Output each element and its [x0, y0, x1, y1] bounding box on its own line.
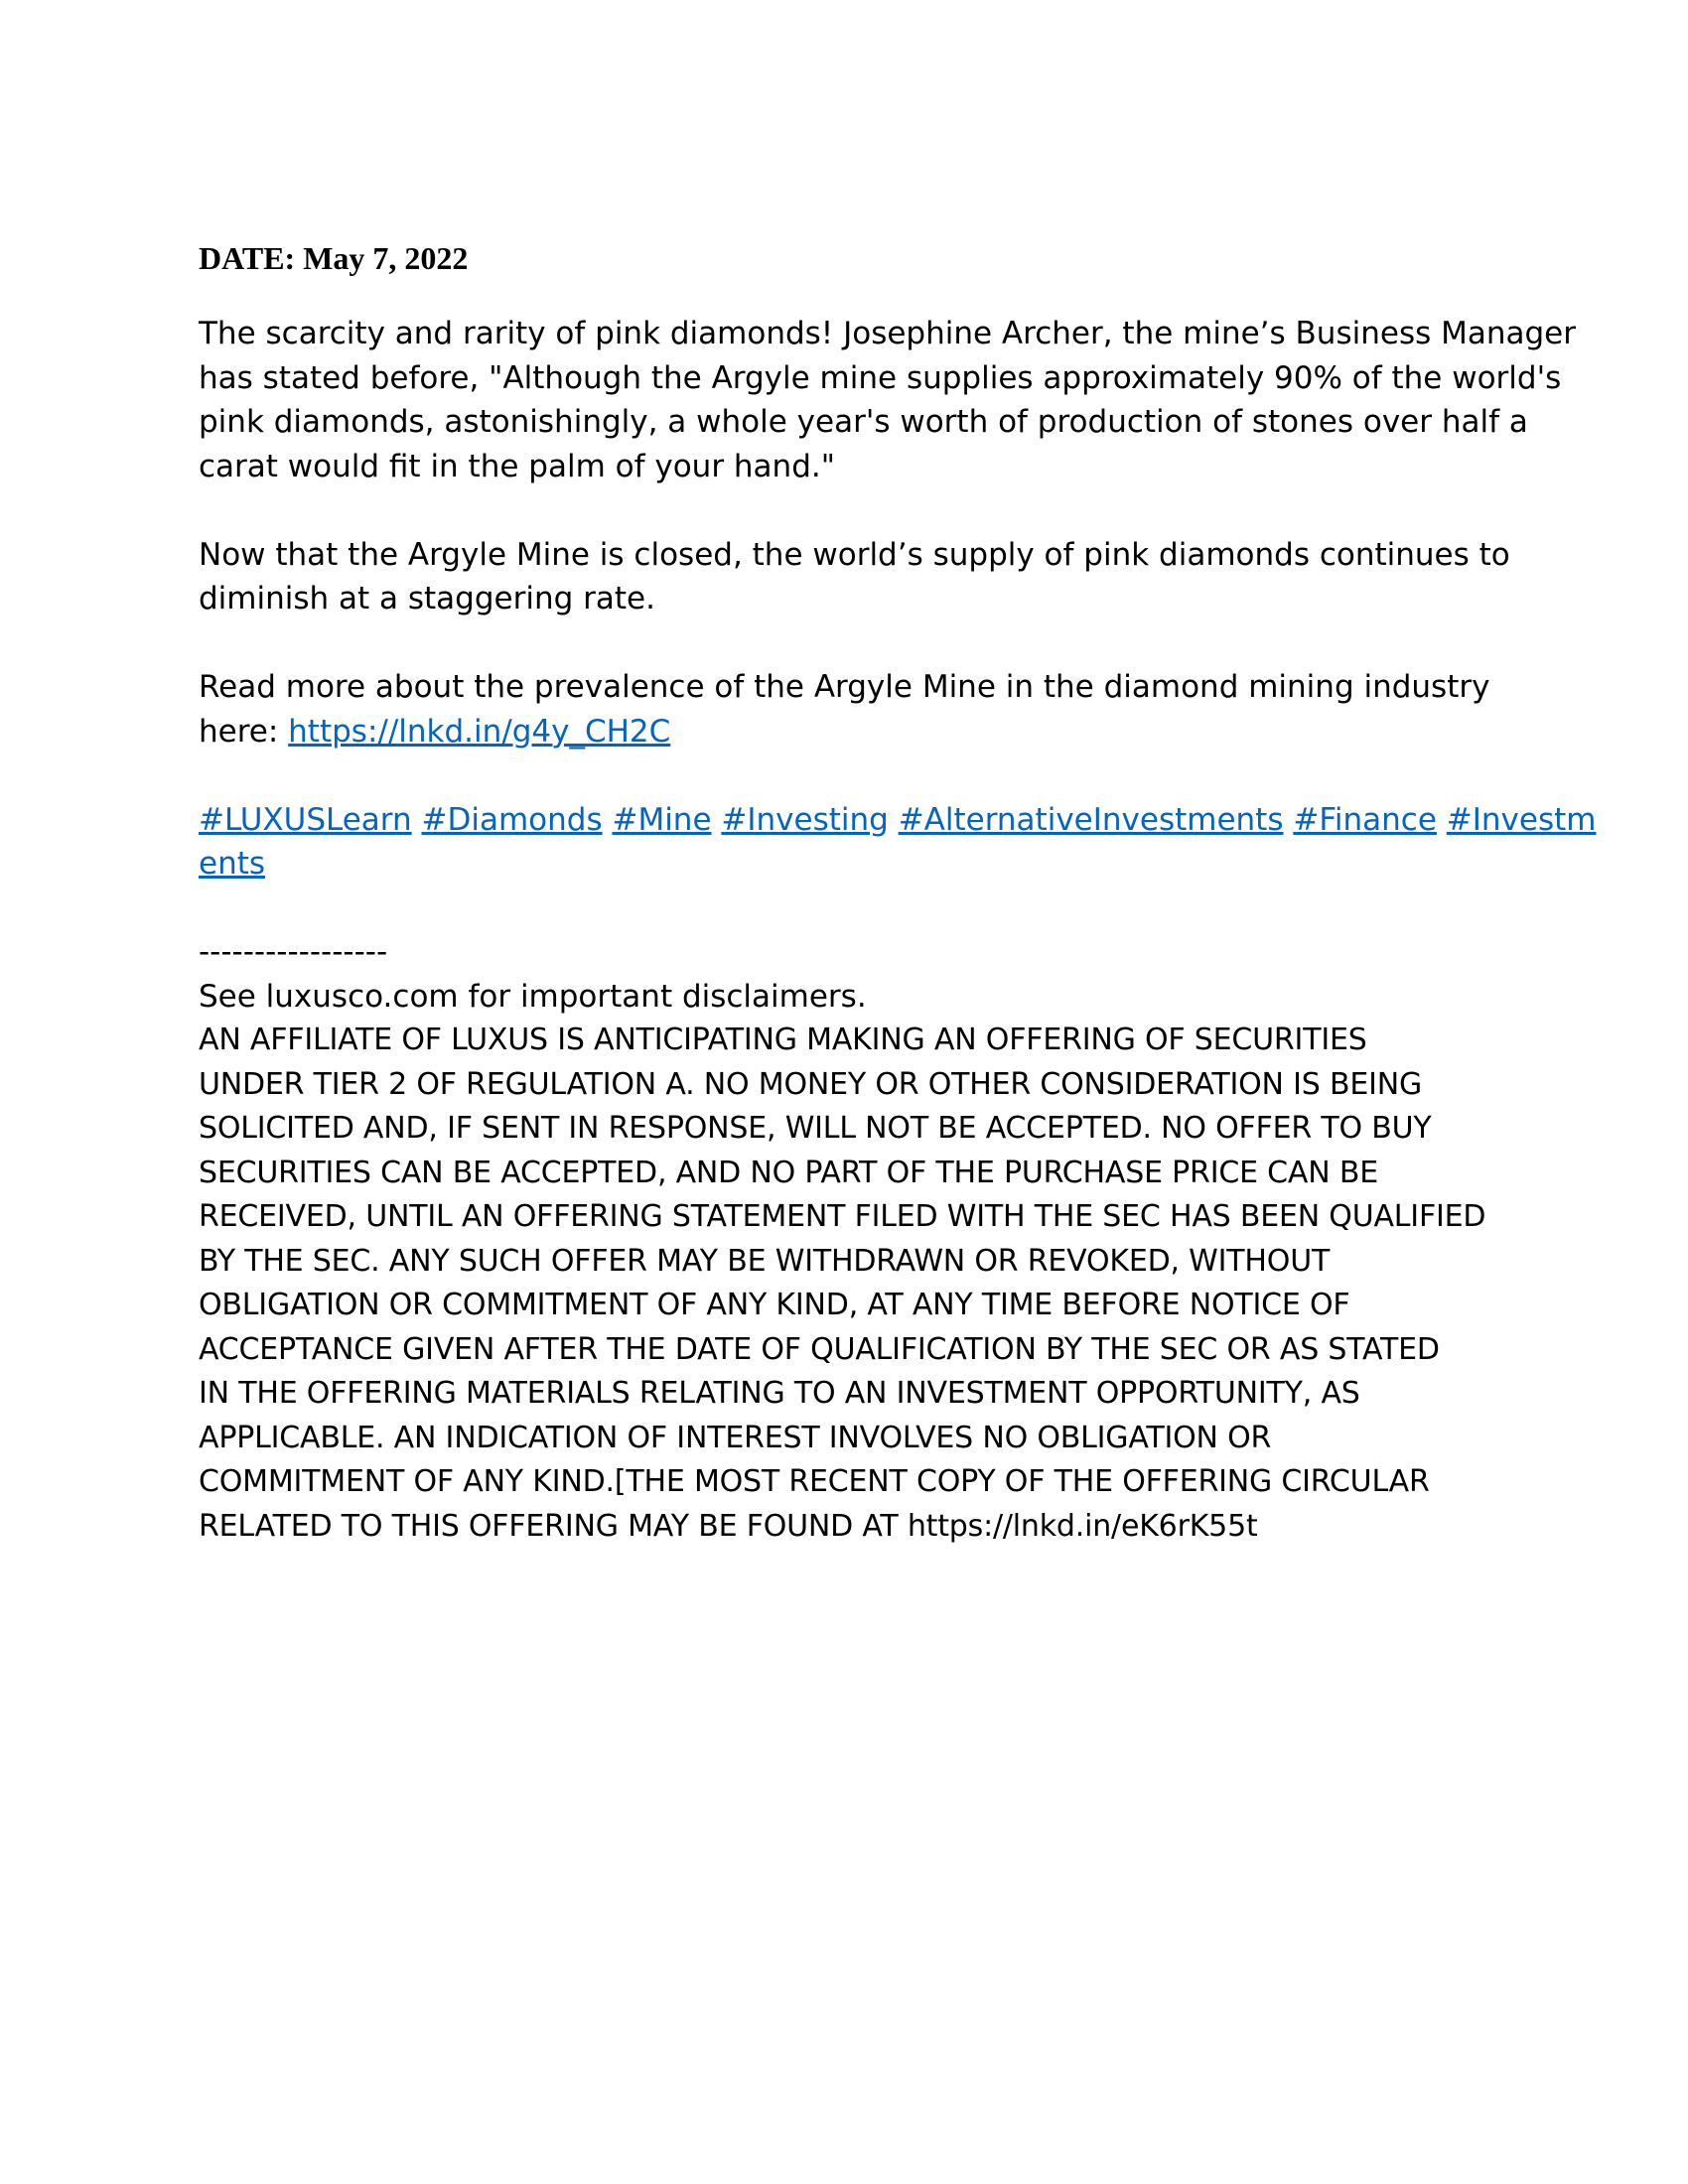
disclaimer-line: BY THE SEC. ANY SUCH OFFER MAY BE WITHDRAWN OR REVOKED, WITHOUT: [199, 1243, 1331, 1279]
hashtag-line: [199, 798, 1597, 843]
hashtag-line: [199, 842, 1509, 887]
here-prefix: here:: [199, 713, 289, 750]
document-page: [199, 238, 1597, 1549]
paragraph-line: has stated before, "Although the Argyle mine supplies approximately 90% of the world's: [199, 359, 1562, 396]
disclaimer-line: ACCEPTANCE GIVEN AFTER THE DATE OF QUALIFICATION BY THE SEC OR AS STATED: [199, 1331, 1440, 1367]
paragraph-mine-closed: [199, 533, 1509, 621]
disclaimer-line: SOLICITED AND, IF SENT IN RESPONSE, WILL NOT BE ACCEPTED. NO OFFER TO BUY: [199, 1111, 1432, 1146]
hashtag-luxuslearn[interactable]: #LUXUSLearn: [199, 801, 412, 838]
hashtag-alternativeinvestments[interactable]: #AlternativeInvestments: [898, 801, 1284, 838]
disclaimer-line: UNDER TIER 2 OF REGULATION A. NO MONEY OR OTHER CONSIDERATION IS BEING: [199, 1066, 1423, 1102]
hashtag-investments-continued[interactable]: ents: [199, 846, 266, 882]
paragraph-line: The scarcity and rarity of pink diamonds! Josephine Archer, the mine’s Business Manager: [199, 316, 1576, 351]
disclaimer-line: AN AFFILIATE OF LUXUS IS ANTICIPATING MAKING AN OFFERING OF SECURITIES: [199, 1023, 1367, 1057]
argyle-article-link[interactable]: https://lnkd.in/g4y_CH2C: [288, 713, 671, 750]
disclaimer-line: SECURITIES CAN BE ACCEPTED, AND NO PART OF THE PURCHASE PRICE CAN BE: [199, 1155, 1378, 1190]
disclaimer-line: RELATED TO THIS OFFERING MAY BE FOUND AT https://lnkd.in/eK6rK55t: [199, 1508, 1258, 1544]
paragraph-line: carat would fit in the palm of your hand.": [199, 448, 835, 484]
paragraph-line: [199, 710, 1509, 754]
disclaimer-line: COMMITMENT OF ANY KIND.[THE MOST RECENT COPY OF THE OFFERING CIRCULAR: [199, 1464, 1430, 1499]
paragraph-line: Now that the Argyle Mine is closed, the world’s supply of pink diamonds continues to: [199, 536, 1510, 573]
paragraph-read-more: [199, 665, 1509, 753]
hashtag-diamonds[interactable]: #Diamonds: [421, 801, 603, 838]
disclaimer-line: OBLIGATION OR COMMITMENT OF ANY KIND, AT ANY TIME BEFORE NOTICE OF: [199, 1288, 1350, 1322]
paragraph-line: Read more about the prevalence of the Argyle Mine in the diamond mining industry: [199, 669, 1490, 705]
disclaimer-line: RECEIVED, UNTIL AN OFFERING STATEMENT FILED WITH THE SEC HAS BEEN QUALIFIED: [199, 1199, 1486, 1234]
disclaimer-line: IN THE OFFERING MATERIALS RELATING TO AN INVESTMENT OPPORTUNITY, AS: [199, 1376, 1360, 1411]
hashtag-finance[interactable]: #Finance: [1293, 801, 1437, 838]
separator-line: -----------------: [199, 934, 388, 970]
date-heading: DATE: May 7, 2022: [199, 240, 469, 276]
disclaimer-see-line: See luxusco.com for important disclaimers.: [199, 978, 867, 1015]
disclaimer-block: [199, 930, 1509, 1549]
paragraph-line: diminish at a staggering rate.: [199, 581, 655, 616]
hashtag-investments[interactable]: #Investm: [1446, 801, 1597, 838]
hashtag-list: [199, 798, 1597, 887]
disclaimer-line: APPLICABLE. AN INDICATION OF INTEREST INVOLVES NO OBLIGATION OR: [199, 1420, 1272, 1455]
paragraph-pink-diamonds: [199, 312, 1576, 488]
hashtag-mine[interactable]: #Mine: [612, 801, 712, 838]
paragraph-line: pink diamonds, astonishingly, a whole year's worth of production of stones over half a: [199, 404, 1528, 440]
hashtag-investing[interactable]: #Investing: [721, 801, 889, 838]
